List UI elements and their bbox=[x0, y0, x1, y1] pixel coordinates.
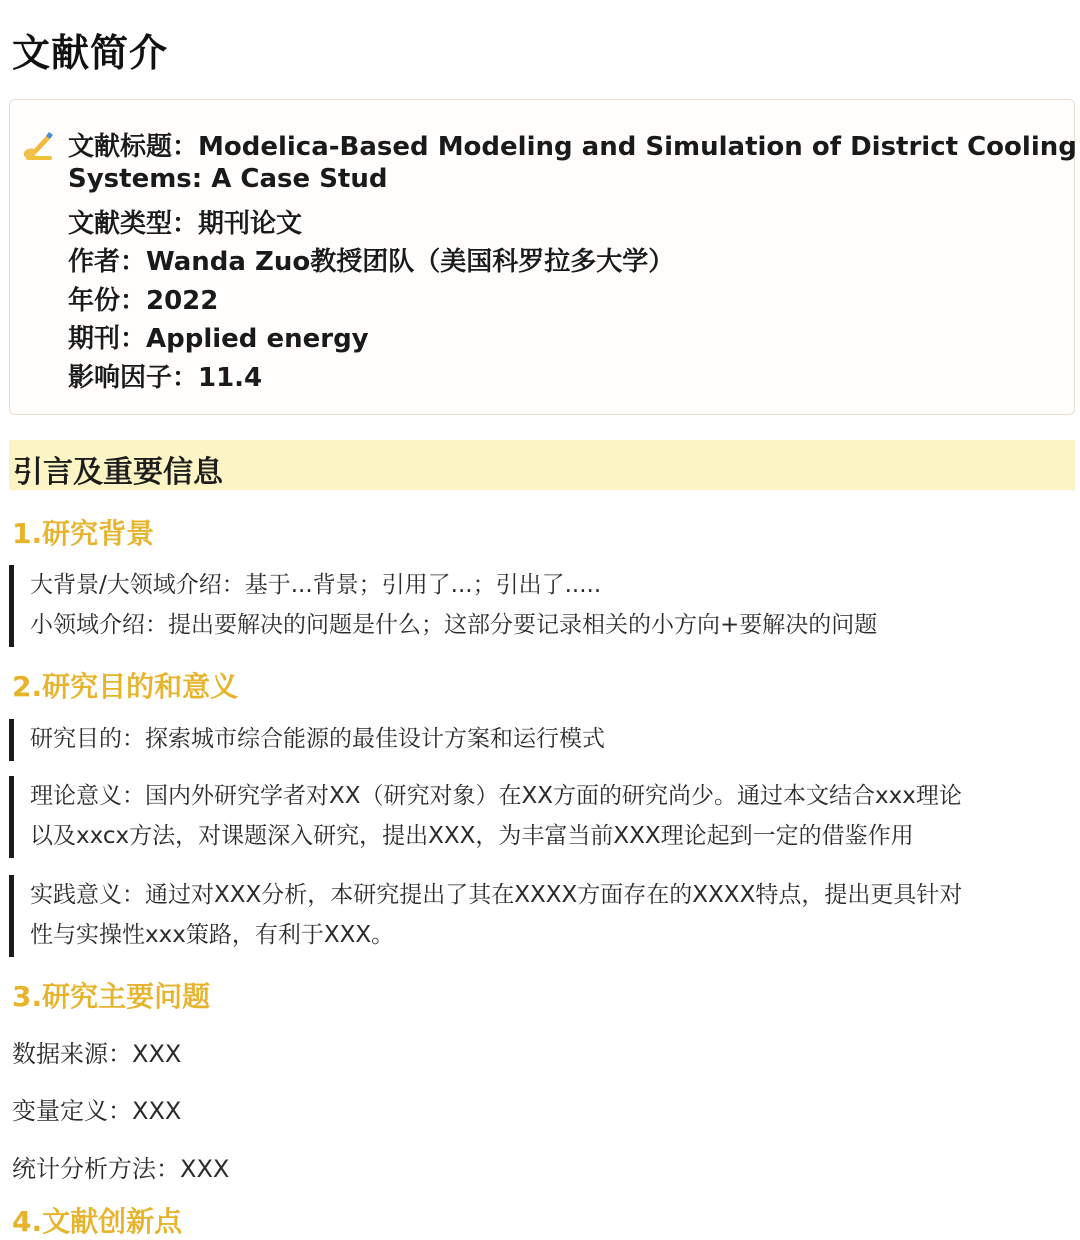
info-year-line: 年份：2022 bbox=[68, 286, 219, 316]
question-item: 统计分析方法：XXX bbox=[12, 1155, 230, 1183]
literature-info-card bbox=[9, 99, 1075, 415]
question-item: 数据来源：XXX bbox=[12, 1040, 182, 1068]
writing-hand-icon bbox=[20, 126, 60, 166]
info-impact-line: 影响因子：11.4 bbox=[68, 363, 263, 393]
subheading-background: 1.研究背景 bbox=[12, 517, 155, 550]
quote-line: 大背景/大领域介绍：基于...背景；引用了...；引出了..... bbox=[30, 572, 602, 598]
quote-line: 小领域介绍：提出要解决的问题是什么；这部分要记录相关的小方向+要解决的问题 bbox=[30, 612, 878, 638]
subheading-purpose: 2.研究目的和意义 bbox=[12, 670, 239, 703]
blockquote-background bbox=[9, 565, 877, 647]
quote-line: 理论意义：国内外研究学者对XX（研究对象）在XX方面的研究尚少。通过本文结合xxx理论 bbox=[30, 783, 962, 809]
quote-line: 性与实操性xxx策路，有利于XXX。 bbox=[30, 922, 395, 948]
subheading-questions: 3.研究主要问题 bbox=[12, 980, 211, 1013]
quote-line: 研究目的：探索城市综合能源的最佳设计方案和运行模式 bbox=[30, 726, 605, 752]
info-journal-line: 期刊：Applied energy bbox=[68, 324, 369, 354]
section-header bbox=[9, 440, 1075, 490]
blockquote-theory bbox=[9, 776, 962, 858]
question-item: 变量定义：XXX bbox=[12, 1097, 182, 1125]
subheading-innovation: 4.文献创新点 bbox=[12, 1205, 183, 1238]
blockquote-purpose bbox=[9, 719, 605, 761]
page-title: 文献简介 bbox=[12, 31, 169, 75]
info-author-line: 作者：Wanda Zuo教授团队（美国科罗拉多大学） bbox=[68, 247, 675, 277]
info-title-line: 文献标题：Modelica-Based Modeling and Simulation of District Cooling bbox=[68, 132, 1077, 162]
info-type-line: 文献类型：期刊论文 bbox=[68, 209, 303, 239]
section-title: 引言及重要信息 bbox=[13, 455, 223, 490]
blockquote-practice bbox=[9, 875, 962, 957]
quote-line: 以及xxcx方法，对课题深入研究，提出XXX，为丰富当前XXX理论起到一定的借鉴作用 bbox=[30, 823, 914, 849]
quote-line: 实践意义：通过对XXX分析，本研究提出了其在XXXX方面存在的XXXX特点，提出更具针对 bbox=[30, 882, 963, 908]
info-title-line-cont: Systems: A Case Stud bbox=[68, 164, 388, 194]
